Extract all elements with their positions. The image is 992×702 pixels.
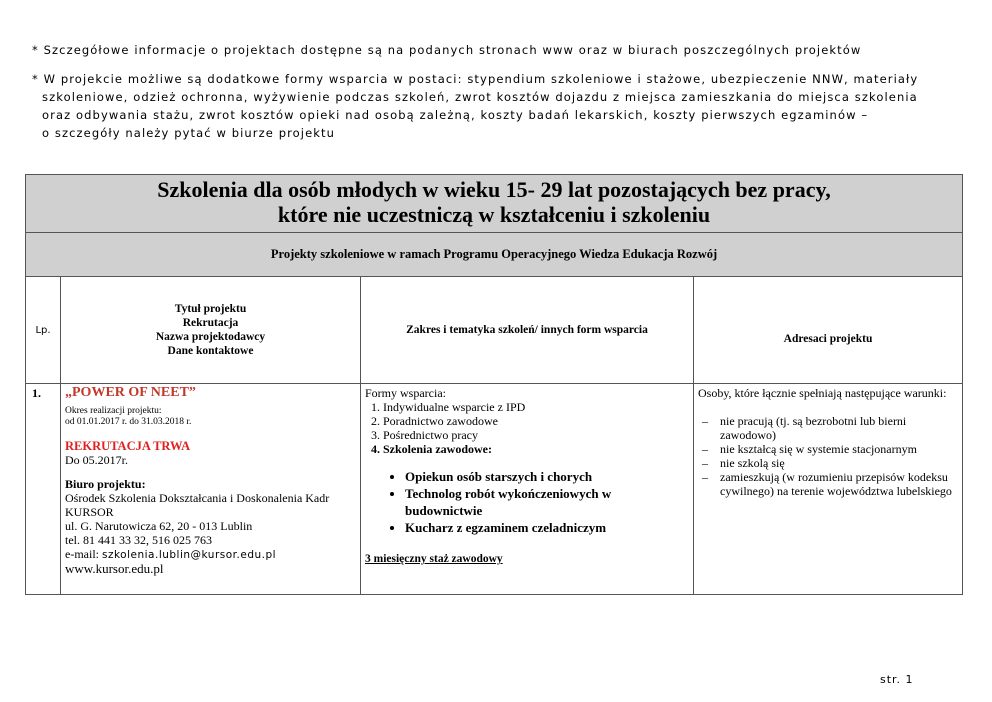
support-note-line: o szczegóły należy pytać w biurze projektu	[42, 126, 336, 140]
support-list	[365, 400, 689, 456]
recruitment-deadline: Do 05.2017r.	[65, 453, 128, 467]
addressee-item: – nie kształcą się w systemie stacjonarnym	[698, 442, 958, 456]
project-name: „POWER OF NEET”	[65, 385, 196, 400]
header-addressees: Adresaci projektu	[694, 277, 963, 384]
info-note-text: * Szczegółowe informacje o projektach dostępne są na podanych stronach www oraz w biurach poszczególnych projektów	[32, 43, 862, 57]
support-item: 2. Poradnictwo zawodowe	[383, 414, 689, 428]
info-note	[32, 41, 962, 59]
table-title	[26, 175, 963, 233]
table-subtitle: Projekty szkoleniowe w ramach Programu Operacyjnego Wiedza Edukacja Rozwój	[26, 233, 963, 277]
support-label: Formy wsparcia:	[365, 386, 446, 400]
training-item: • Opiekun osób starszych i chorych	[405, 468, 689, 485]
addressee-item: – nie pracują (tj. są bezrobotni lub bierni zawodowo)	[698, 414, 958, 442]
support-item: 1. Indywidualne wsparcie z IPD	[383, 400, 689, 414]
projects-table	[25, 174, 963, 595]
header-project-line: Dane kontaktowe	[167, 345, 254, 357]
period-label: Okres realizacji projektu:	[65, 406, 162, 416]
table-header-row	[26, 277, 963, 384]
period-dates: od 01.01.2017 r. do 31.03.2018 r.	[65, 417, 192, 427]
email-label: e-mail:	[65, 547, 102, 561]
support-item: 3. Pośrednictwo pracy	[383, 428, 689, 442]
page-number: str. 1	[880, 673, 914, 686]
website-link[interactable]: www.kursor.edu.pl	[65, 561, 164, 576]
addressee-item: – nie szkolą się	[698, 456, 958, 470]
office-address: ul. G. Narutowicza 62, 20 - 013 Lublin	[65, 519, 253, 533]
office-label: Biuro projektu:	[65, 477, 146, 491]
internship-note: 3 miesięczny staż zawodowy	[365, 553, 503, 565]
header-lp: Lp.	[26, 277, 61, 384]
addressees-cell	[694, 384, 963, 595]
header-project-line: Nazwa projektodawcy	[155, 331, 266, 343]
office-name: Ośrodek Szkolenia Dokształcania i Doskonalenia Kadr	[65, 491, 330, 505]
addressees-intro: Osoby, które łącznie spełniają następujące warunki:	[698, 386, 947, 400]
office-name: KURSOR	[65, 505, 114, 519]
trainings-list	[365, 468, 689, 536]
support-note-line: * W projekcie możliwe są dodatkowe formy wsparcia w postaci: stypendium szkoleniowe i stażowe, ubezpieczenie NNW, materiały	[32, 72, 919, 86]
support-note-line: szkoleniowe, odzież ochronna, wyżywienie podczas szkoleń, zwrot kosztów dojazdu z miejsca zamieszkania do miejsca szkolenia	[42, 90, 918, 104]
header-project	[61, 277, 361, 384]
support-note-line: oraz odbywania stażu, zwrot kosztów opieki nad osobą zależną, koszty badań lekarskich, koszty pierwszych egzaminów –	[42, 108, 869, 122]
table-title-line: które nie uczestniczą w kształceniu i szkoleniu	[277, 202, 711, 227]
email-link[interactable]: szkolenia.lublin@kursor.edu.pl	[101, 549, 277, 561]
table-title-line: Szkolenia dla osób młodych w wieku 15- 29 lat pozostających bez pracy,	[157, 177, 831, 202]
header-project-line: Rekrutacja	[182, 317, 239, 329]
training-item: • Kucharz z egzaminem czeladniczym	[405, 519, 689, 536]
recruitment-status: REKRUTACJA TRWA	[65, 439, 191, 453]
support-note	[32, 70, 962, 142]
support-scope-cell	[361, 384, 694, 595]
office-block	[65, 477, 354, 576]
row-number: 1.	[26, 384, 61, 595]
office-email	[65, 547, 354, 562]
addressees-list	[698, 414, 958, 498]
addressee-item: – zamieszkują (w rozumieniu przepisów kodeksu cywilnego) na terenie województwa lubelskiego	[698, 470, 958, 498]
training-item: • Technolog robót wykończeniowych w budownictwie	[405, 485, 689, 519]
project-info-cell	[61, 384, 361, 595]
table-row	[26, 384, 963, 595]
header-project-line: Tytuł projektu	[174, 303, 247, 315]
office-phone: tel. 81 441 33 32, 516 025 763	[65, 533, 212, 547]
header-scope: Zakres i tematyka szkoleń/ innych form wsparcia	[361, 277, 694, 384]
support-item: 4. Szkolenia zawodowe:	[383, 442, 689, 456]
